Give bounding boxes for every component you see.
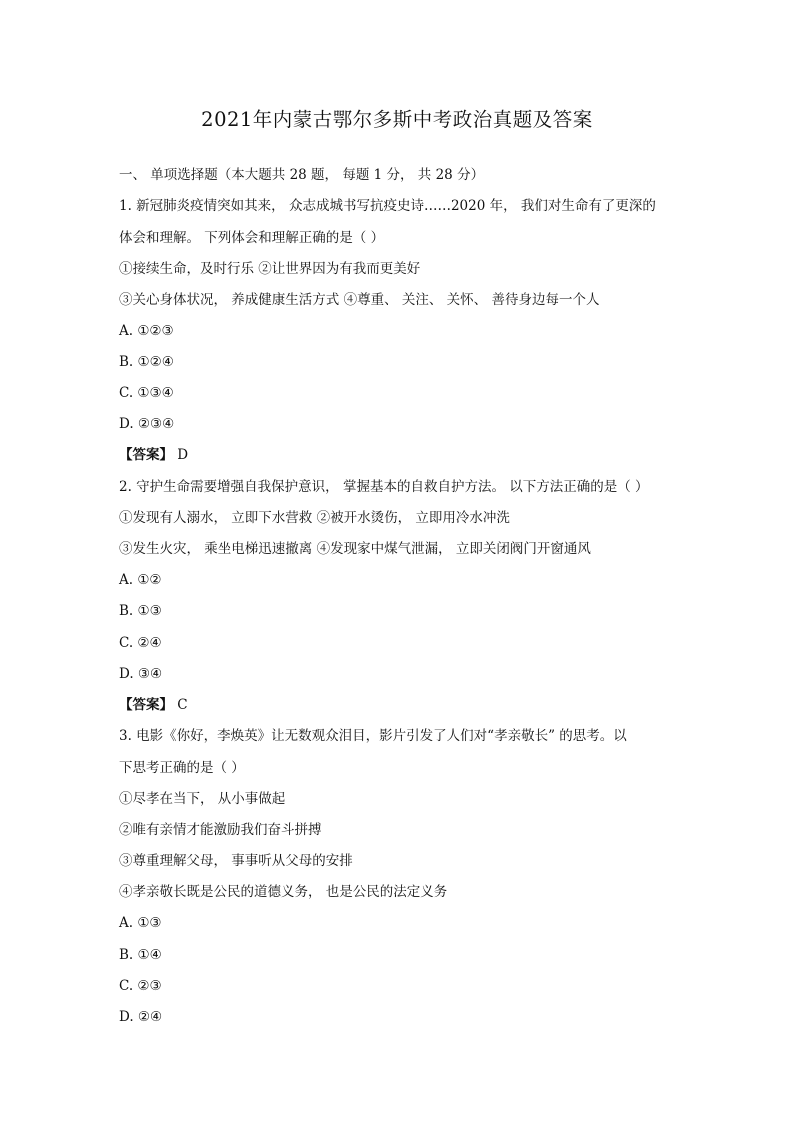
question-3-option-d: D. ②④: [119, 1009, 163, 1025]
question-2-option-a: A. ①②: [119, 572, 162, 588]
question-1-statement-2: ③关心身体状况， 养成健康生活方式 ④尊重、 关注、 关怀、 善待身边每一个人: [119, 292, 600, 308]
question-2-option-c: C. ②④: [119, 635, 162, 651]
question-1-stem-line-2: 体会和理解。 下列体会和理解正确的是（ ）: [119, 230, 385, 246]
question-2-statement-2: ③发生火灾， 乘坐电梯迅速撤离 ④发现家中煤气泄漏， 立即关闭阀门开窗通风: [119, 541, 591, 557]
question-2-option-d: D. ③④: [119, 666, 163, 682]
question-1-option-c: C. ①③④: [119, 385, 174, 401]
question-2-option-b: B. ①③: [119, 603, 162, 619]
question-2-stem-line-1: 2. 守护生命需要增强自我保护意识， 掌握基本的自救自护方法。 以下方法正确的是（ ）: [119, 479, 649, 495]
question-3-statement-2: ②唯有亲情才能激励我们奋斗拼搏: [119, 822, 322, 838]
question-2-statement-1: ①发现有人溺水， 立即下水营救 ②被开水烫伤， 立即用冷水冲洗: [119, 510, 510, 526]
question-3-option-a: A. ①③: [119, 915, 162, 931]
page-title: 2021年内蒙古鄂尔多斯中考政治真题及答案: [201, 108, 593, 131]
question-1-option-d: D. ②③④: [119, 416, 175, 432]
question-1-answer: [119, 445, 188, 465]
answer-label: 【答案】: [119, 447, 173, 463]
answer-value: C: [177, 697, 188, 713]
question-2-answer: [119, 695, 188, 715]
question-3-option-b: B. ①④: [119, 947, 162, 963]
question-1-option-b: B. ①②④: [119, 354, 174, 370]
question-3-statement-4: ④孝亲敬长既是公民的道德义务， 也是公民的法定义务: [119, 884, 448, 900]
question-3-statement-3: ③尊重理解父母， 事事听从父母的安排: [119, 853, 353, 869]
question-3-stem-line-2: 下思考正确的是（ ）: [119, 760, 245, 776]
section-heading: 一、 单项选择题（本大题共 28 题， 每题 1 分， 共 28 分）: [119, 167, 485, 183]
question-1-option-a: A. ①②③: [119, 323, 174, 339]
answer-value: D: [177, 447, 189, 463]
question-1-stem-line-1: 1. 新冠肺炎疫情突如其来， 众志成城书写抗疫史诗……2020 年， 我们对生命有了更深的: [119, 198, 656, 214]
question-3-statement-1: ①尽孝在当下， 从小事做起: [119, 791, 286, 807]
question-1-statement-1: ①接续生命，及时行乐 ②让世界因为有我而更美好: [119, 261, 421, 277]
question-3-option-c: C. ②③: [119, 978, 162, 994]
question-3-stem-line-1: 3. 电影《你好，李焕英》让无数观众泪目，影片引发了人们对“孝亲敬长” 的思考。以: [119, 728, 627, 744]
answer-label: 【答案】: [119, 697, 173, 713]
